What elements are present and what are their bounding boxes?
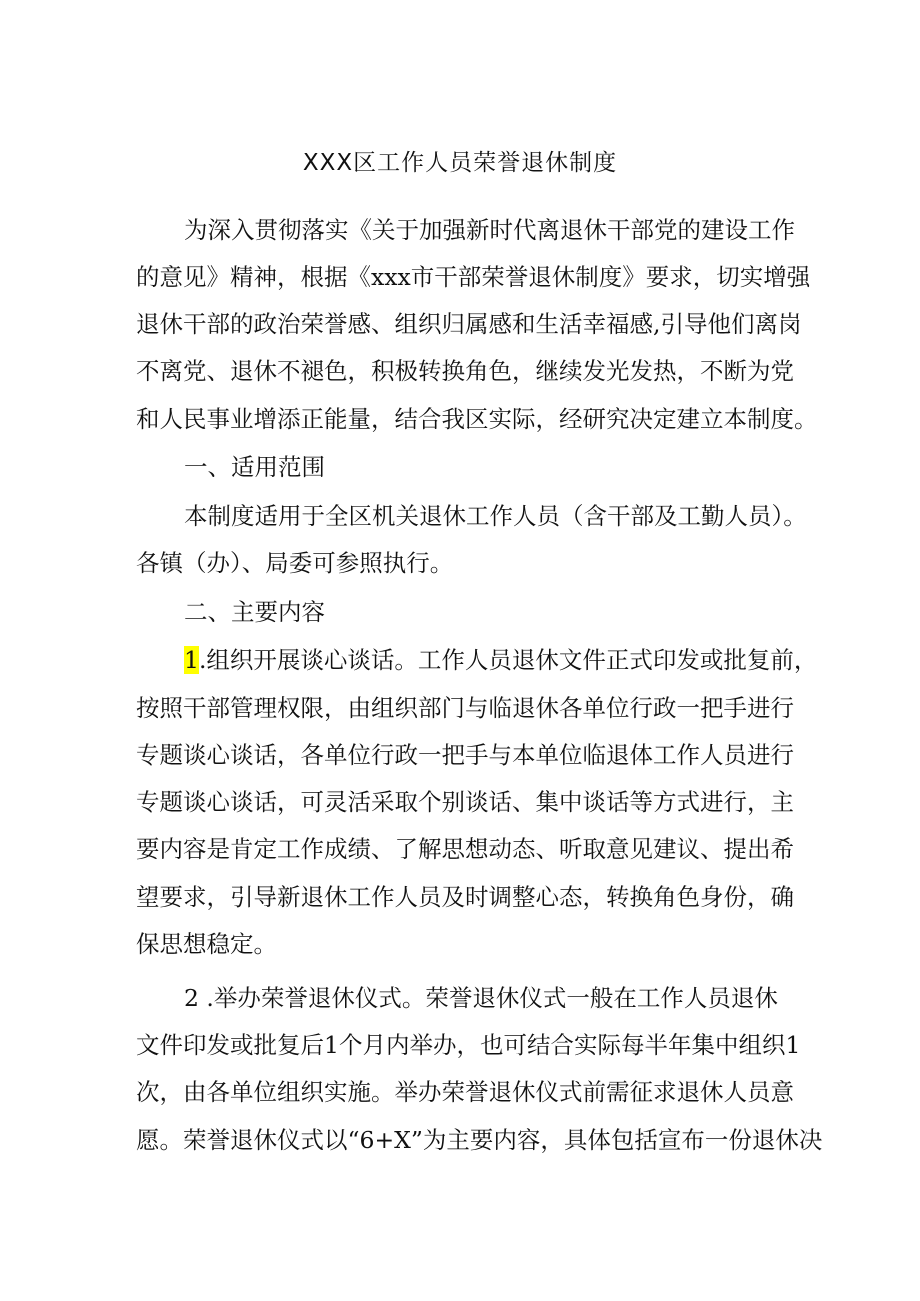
highlighted-item-number: 1	[184, 646, 199, 674]
item-body-line: 专题谈心谈话，各单位行政一把手与本单位临退体工作人员进行	[136, 741, 794, 769]
item-body-line: 保思想稳定。	[136, 930, 277, 958]
item-first-line: 2 .举办荣誉退休仪式。荣誉退休仪式一般在工作人员退休	[184, 984, 778, 1012]
intro-line: 为深入贯彻落实《关于加强新时代离退休干部党的建设工作	[184, 216, 795, 244]
intro-line: 的意见》精神，根据《xxx市干部荣誉退休制度》要求，切实增强	[136, 263, 811, 291]
intro-line: 不离党、退休不褪色，积极转换角色，继续发光发热，不断为党	[136, 357, 794, 385]
item-body-line: 愿。荣誉退休仪式以“6+X”为主要内容，具体包括宣布一份退休决	[136, 1126, 823, 1154]
item-body-line: 文件印发或批复后1个月内举办，也可结合实际每半年集中组织1	[136, 1031, 801, 1059]
section-heading: 二、主要内容	[184, 598, 325, 626]
intro-line: 和人民事业增添正能量，结合我区实际，经研究决定建立本制度。	[136, 405, 818, 433]
section-body-line: 各镇（办）、局委可参照执行。	[136, 549, 454, 577]
section-body-line: 本制度适用于全区机关退休工作人员（含干部及工勤人员）。	[184, 502, 807, 530]
item-body-line: 次，由各单位组织实施。举办荣誉退休仪式前需征求退休人员意	[136, 1078, 794, 1106]
document-title: XXX区工作人员荣誉退休制度	[302, 150, 618, 176]
intro-line: 退休干部的政治荣誉感、组织归属感和生活幸福感,引导他们离岗	[136, 310, 802, 338]
item-body-line: 按照干部管理权限，由组织部门与临退休各单位行政一把手进行	[136, 694, 794, 722]
item-body-line: 要内容是肯定工作成绩、了解思想动态、听取意见建议、提出希	[136, 835, 794, 863]
item-body-line: 望要求，引导新退休工作人员及时调整心态，转换角色身份，确	[136, 883, 794, 911]
item-first-line	[184, 643, 864, 677]
item-title-text: .组织开展谈心谈话。工作人员退休文件正式印发或批复前，	[198, 646, 818, 674]
item-body-line: 专题谈心谈话，可灵活采取个别谈话、集中谈话等方式进行，主	[136, 788, 794, 816]
section-heading: 一、适用范围	[184, 453, 325, 481]
